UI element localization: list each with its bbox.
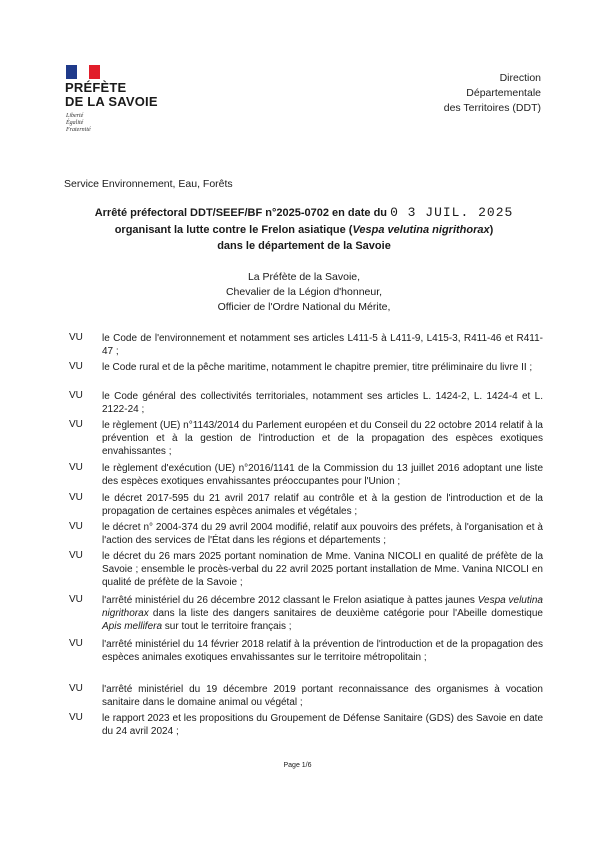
vu-item: le rapport 2023 et les propositions du Groupement de Défense Sanitaire (GDS) des Savoie en date du 24 avril 2024 ; xyxy=(102,713,543,738)
authority-line2: Chevalier de la Légion d'honneur, xyxy=(225,286,383,298)
vu-label: VU xyxy=(69,521,83,532)
title-line2 xyxy=(64,222,544,238)
title-line3: dans le département de la Savoie xyxy=(217,240,391,252)
vu-label: VU xyxy=(69,683,83,694)
vu-item: le décret du 26 mars 2025 portant nomination de Mme. Vanina NICOLI en qualité de préfète de la Savoie ; ensemble le procès-verbal du 22 avril 2025 portant installation de Mme. Vanina NICOLI en qualité de préfète de la Savoie ; xyxy=(102,551,543,589)
species-name: Apis mellifera xyxy=(102,621,163,633)
direction-line2: Départementale xyxy=(466,87,541,99)
service-name: Service Environnement, Eau, Forêts xyxy=(64,178,233,190)
vu-item: le règlement (UE) n°1143/2014 du Parlement européen et du Conseil du 22 octobre 2014 relatif à la prévention et à la gestion de l'introduction et de la propagation des espèces exotiques envahissantes ; xyxy=(102,420,543,458)
species-name: Vespa velutina nigrithorax xyxy=(352,224,490,236)
vu-label: VU xyxy=(69,594,83,605)
title-line2-prefix: organisant la lutte contre le Frelon asiatique ( xyxy=(114,224,353,236)
vu-item: l'arrêté ministériel du 19 décembre 2019 portant reconnaissance des organismes à vocation sanitaire dans le domaine animal ou végétal ; xyxy=(102,684,543,709)
vu-label: VU xyxy=(69,550,83,561)
vu-item: le décret n° 2004-374 du 29 avril 2004 modifié, relatif aux pouvoirs des préfets, à l'organisation et à l'action des services de l'État dans les régions et départements ; xyxy=(102,522,543,547)
authority-line3: Officier de l'Ordre National du Mérite, xyxy=(217,301,391,313)
vu-item: le règlement d'exécution (UE) n°2016/1141 de la Commission du 13 juillet 2016 adoptant une liste des espèces exotiques envahissantes préoccupantes pour l'Union ; xyxy=(102,463,543,488)
prefecture-name-line1: PRÉFÈTE xyxy=(65,80,127,95)
title-line2-suffix: ) xyxy=(489,224,494,236)
authority-line1: La Préfète de la Savoie, xyxy=(247,271,361,283)
french-flag-logo xyxy=(66,65,100,79)
vu-label: VU xyxy=(69,462,83,473)
vu-item-text: l'arrêté ministériel du 26 décembre 2012 classant le Frelon asiatique à pattes jaunes xyxy=(102,595,478,606)
direction-line1: Direction xyxy=(499,72,541,84)
motto-egalite: Égalité xyxy=(66,120,84,126)
motto-fraternite: Fraternité xyxy=(66,127,91,133)
vu-label: VU xyxy=(69,419,83,430)
prefecture-name-line2: DE LA SAVOIE xyxy=(65,94,158,109)
direction-line3: des Territoires (DDT) xyxy=(443,102,541,114)
vu-item: le décret 2017-595 du 21 avril 2017 relatif au contrôle et à la gestion de l'introduction et de la propagation de certaines espèces animales et végétales ; xyxy=(102,493,543,518)
vu-item: l'arrêté ministériel du 14 février 2018 relatif à la prévention de l'introduction et de la propagation des espèces animales exotiques envahissantes sur le territoire métropolitain ; xyxy=(102,639,543,664)
page-number: Page 1/6 xyxy=(283,762,312,769)
species-name: Vespa velutina nigrithorax xyxy=(102,595,543,620)
vu-label: VU xyxy=(69,332,83,343)
vu-label: VU xyxy=(69,492,83,503)
vu-item xyxy=(102,594,543,634)
vu-item-text: dans la liste des dangers sanitaires de deuxième catégorie pour l'Abeille domestique xyxy=(148,608,543,620)
motto-liberte: Liberté xyxy=(66,113,84,119)
vu-label: VU xyxy=(69,361,83,372)
vu-label: VU xyxy=(69,390,83,401)
title-line1 xyxy=(64,205,544,221)
vu-item: le Code de l'environnement et notamment ses articles L411-5 à L411-9, L415-3, R411-46 et R411-47 ; xyxy=(102,333,543,358)
vu-item: le Code général des collectivités territoriales, notamment ses articles L. 1424-2, L. 1424-4 et L. 2122-24 ; xyxy=(102,391,543,416)
vu-item-text: sur tout le territoire français ; xyxy=(162,621,292,633)
stamped-date: 0 3 JUIL. 2025 xyxy=(390,205,514,220)
vu-label: VU xyxy=(69,712,83,723)
vu-label: VU xyxy=(69,638,83,649)
vu-item: le Code rural et de la pêche maritime, notamment le chapitre premier, titre préliminaire du livre II ; xyxy=(102,362,533,373)
title-prefix: Arrêté préfectoral DDT/SEEF/BF n°2025-0702 en date du xyxy=(94,207,388,219)
